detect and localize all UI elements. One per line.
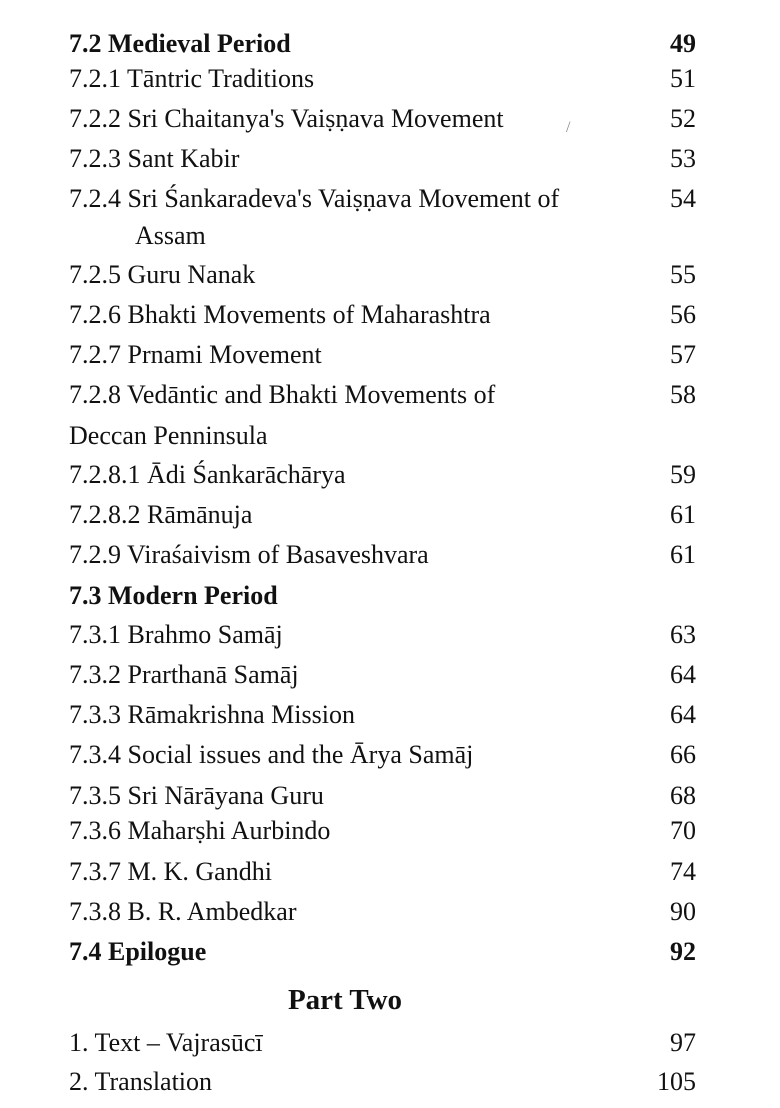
toc-entry[interactable]: [69, 813, 696, 849]
toc-entry[interactable]: [69, 497, 696, 533]
toc-entry-title: 7.2.6 Bhakti Movements of Maharashtra: [69, 300, 491, 329]
toc-entry-title: 1. Text – Vajrasūcī: [69, 1028, 263, 1057]
toc-entry-page-number: 92: [670, 937, 696, 966]
toc-entry-title: 7.2.4 Sri Śankaradeva's Vaiṣṇava Movement of: [69, 184, 560, 213]
toc-entry-title: 7.2.1 Tāntric Traditions: [69, 64, 315, 93]
toc-entry[interactable]: [69, 894, 696, 930]
toc-entry-page-number: 59: [670, 460, 696, 489]
toc-entry[interactable]: [69, 854, 696, 890]
toc-entry-title: 7.2.5 Guru Nanak: [69, 260, 256, 289]
toc-entry-page-number: 58: [670, 380, 696, 409]
toc-entry-title: 7.2.9 Viraśaivism of Basaveshvara: [69, 540, 429, 569]
toc-entry-page-number: 61: [670, 540, 696, 569]
toc-entry-title: 7.3.7 M. K. Gandhi: [69, 857, 272, 886]
toc-entry-title: 7.3.2 Prarthanā Samāj: [69, 660, 299, 689]
toc-entry-page-number: 64: [670, 660, 696, 689]
toc-entry[interactable]: [69, 657, 696, 693]
toc-entry-page-number: 64: [670, 700, 696, 729]
toc-entry[interactable]: [69, 537, 696, 573]
toc-entry[interactable]: [69, 141, 696, 177]
toc-entry-title: 7.3.4 Social issues and the Ārya Samāj: [69, 740, 474, 769]
toc-entry-title: 7.2.8 Vedāntic and Bhakti Movements of: [69, 380, 496, 409]
toc-entry-title: 7.3.8 B. R. Ambedkar: [69, 897, 297, 926]
toc-entry-page-number: 56: [670, 300, 696, 329]
stray-slash-mark: /: [566, 119, 571, 136]
toc-entry-page-number: 49: [670, 29, 696, 58]
toc-entry[interactable]: [69, 578, 696, 614]
toc-entry-page-number: 105: [657, 1067, 696, 1096]
toc-entry[interactable]: [69, 617, 696, 653]
toc-entry[interactable]: [69, 697, 696, 733]
toc-entry[interactable]: [69, 61, 696, 97]
toc-entry-title: 7.2.7 Prnami Movement: [69, 340, 322, 369]
toc-entry-title: Assam: [135, 221, 206, 250]
toc-entry-page-number: 68: [670, 781, 696, 810]
toc-entry-title: 7.4 Epilogue: [69, 937, 207, 966]
toc-entry[interactable]: [69, 778, 696, 814]
toc-entry[interactable]: [69, 934, 696, 970]
toc-entry-title: 7.3.6 Maharṣhi Aurbindo: [69, 816, 331, 845]
toc-entry[interactable]: [69, 101, 696, 137]
toc-entry[interactable]: [69, 257, 696, 293]
toc-entry-page-number: 70: [670, 816, 696, 845]
toc-entry[interactable]: [69, 1025, 696, 1061]
toc-entry-title: 7.3.5 Sri Nārāyana Guru: [69, 781, 324, 810]
toc-entry[interactable]: [69, 297, 696, 333]
toc-entry[interactable]: [69, 218, 696, 254]
toc-entry[interactable]: [69, 737, 696, 773]
toc-entry[interactable]: [69, 181, 696, 217]
toc-entry[interactable]: [69, 1064, 696, 1100]
toc-entry-page-number: 57: [670, 340, 696, 369]
toc-entry-page-number: 55: [670, 260, 696, 289]
toc-entry[interactable]: [69, 26, 696, 62]
toc-entry[interactable]: [69, 418, 696, 454]
toc-entry-title: 7.2.3 Sant Kabir: [69, 144, 240, 173]
toc-entry[interactable]: [69, 377, 696, 413]
toc-entry-title: 7.2.2 Sri Chaitanya's Vaiṣṇava Movement: [69, 104, 504, 133]
toc-entry-title: 7.2.8.2 Rāmānuja: [69, 500, 253, 529]
toc-entry-page-number: 74: [670, 857, 696, 886]
toc-entry-title: Deccan Penninsula: [69, 421, 268, 450]
toc-entry-page-number: 52: [670, 104, 696, 133]
toc-entry-page-number: 97: [670, 1028, 696, 1057]
part-two-heading: Part Two: [287, 984, 403, 1016]
toc-entry-page-number: 66: [670, 740, 696, 769]
toc-entry-page-number: 63: [670, 620, 696, 649]
toc-entry-title: 7.2 Medieval Period: [69, 29, 291, 58]
toc-entry-page-number: 53: [670, 144, 696, 173]
toc-entry-page-number: 90: [670, 897, 696, 926]
toc-entry-page-number: 54: [670, 184, 696, 213]
toc-entry-title: 7.3.3 Rāmakrishna Mission: [69, 700, 355, 729]
toc-entry[interactable]: [69, 457, 696, 493]
toc-entry-title: 2. Translation: [69, 1067, 213, 1096]
toc-entry-page-number: 51: [670, 64, 696, 93]
toc-entry-title: 7.2.8.1 Ādi Śankarāchārya: [69, 460, 346, 489]
toc-entry-page-number: 61: [670, 500, 696, 529]
toc-entry[interactable]: [69, 337, 696, 373]
toc-entry-title: 7.3 Modern Period: [69, 581, 278, 610]
toc-entry-title: 7.3.1 Brahmo Samāj: [69, 620, 283, 649]
